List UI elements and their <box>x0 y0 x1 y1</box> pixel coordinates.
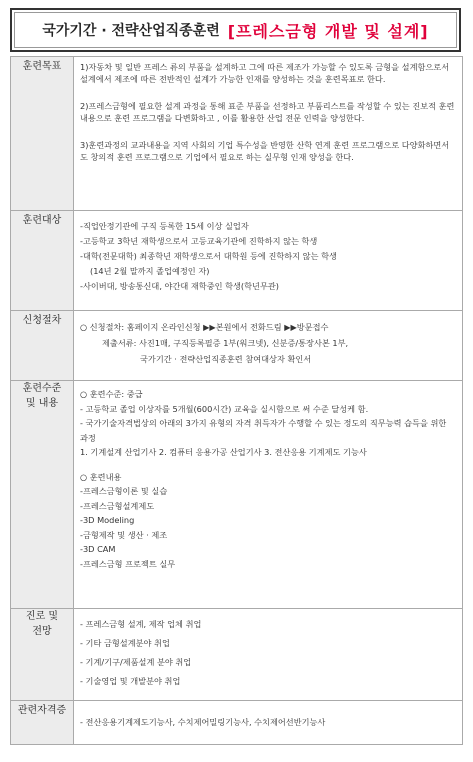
label-training-target: 훈련대상 <box>11 211 74 311</box>
goal-paragraph-1: 1)자동차 및 일반 프레스 류의 부품을 설계하고 그에 따른 제조가 가능할 수 있도록 금형을 설계함으로서 설계에서 제조에 따른 전반적인 설계가 가능한 인재를 양성하는 것을 훈련목표로 한다. <box>80 62 450 85</box>
course-name-title: [프레스금형 개발 및 설계] <box>227 21 429 41</box>
content-item-4: -금형제작 및 생산 · 제조 <box>80 529 168 540</box>
career-line-3: - 기계/기구/제품설계 분야 취업 <box>80 657 192 667</box>
label-career-line-2: 전망 <box>32 626 52 637</box>
certifications-content <box>74 701 463 745</box>
label-application: 신청절차 <box>11 311 74 381</box>
row-training-target <box>11 211 463 311</box>
career-line-2: - 기타 금형설계분야 취업 <box>80 638 170 648</box>
career-line-1: - 프레스금형 설계, 제작 업체 취업 <box>80 619 202 629</box>
certifications-line: - 전산응용기계제도기능사, 수치제어밀링기능사, 수치제어선반기능사 <box>80 717 326 728</box>
training-target-content <box>74 211 463 311</box>
content-item-3: -3D Modeling <box>80 515 135 525</box>
label-level-line-2: 및 내용 <box>25 398 59 409</box>
course-title-banner <box>10 8 461 52</box>
target-line-3: -대학(전문대학) 최종학년 재학생으로서 대학원 등에 진학하지 않는 학생 <box>80 251 337 261</box>
program-type-title: 국가기간 · 전략산업직종훈련 <box>42 23 220 39</box>
label-career <box>11 609 74 701</box>
content-heading: ○ 훈련내용 <box>80 471 122 482</box>
goal-paragraph-3: 3)훈련과정의 교과내용을 지역 사회의 기업 특수성을 반영한 산학 연계 훈련 프로그램으로 다양화하면서도 창의적 훈련 프로그램으로 기업에서 필요로 하는 실무형 인재 양성을 한다. <box>80 139 450 163</box>
course-info-table <box>10 56 463 745</box>
application-content <box>74 311 463 381</box>
level-line-3: 1. 기계설계 산업기사 2. 컴퓨터 응용가공 산업기사 3. 전산응용 기계제도 기능사 <box>80 447 367 457</box>
row-application <box>11 311 463 381</box>
training-goal-content <box>74 57 463 211</box>
row-career <box>11 609 463 701</box>
label-certifications: 관련자격증 <box>11 701 74 745</box>
target-line-2: -고등학교 3학년 재학생으로서 고등교육기관에 진학하지 않는 학생 <box>80 236 318 246</box>
application-procedure: ○ 신청절차: 홈페이지 온라인신청 ▶▶본원에서 전화드림 ▶▶방문접수 <box>80 322 329 332</box>
level-content <box>74 381 463 609</box>
label-career-line-1: 진로 및 <box>25 611 59 622</box>
content-item-2: -프레스금형설계제도 <box>80 500 155 511</box>
label-level-content <box>11 381 74 609</box>
application-confirmation: 국가기간 · 전략산업직종훈련 참여대상자 확인서 <box>140 354 312 364</box>
goal-paragraph-2: 2)프레스금형에 필요한 설계 과정을 통해 표준 부품을 선정하고 부품리스트를 작성할 수 있는 진보적 훈련 내용으로 훈련 프로그램을 다변화하고 , 이를 활용한 산업 전문 인력을 양성한다. <box>80 100 455 124</box>
target-line-1: -직업안정기관에 구직 등록한 15세 이상 실업자 <box>80 221 249 231</box>
level-heading: ○ 훈련수준: 중급 <box>80 389 143 399</box>
content-item-1: -프레스금형이론 및 실습 <box>80 486 168 496</box>
target-line-5: -사이버대, 방송통신대, 야간대 재학중인 학생(학년무관) <box>80 281 279 291</box>
career-line-4: - 기술영업 및 개발분야 취업 <box>80 676 181 686</box>
level-line-2: - 국가기술자격법상의 아래의 3가지 유형의 자격 취득자가 수행할 수 있는 정도의 직무능력 습득을 위한 과정 <box>80 418 447 443</box>
target-line-4: (14년 2월 말까지 졸업예정인 자) <box>90 266 210 276</box>
row-training-goal <box>11 57 463 211</box>
content-item-5: -3D CAM <box>80 544 116 554</box>
career-content <box>74 609 463 701</box>
application-documents: 제출서류: 사진1매, 구직등록필증 1부(워크넷), 신분증/통장사본 1부, <box>102 338 349 348</box>
content-item-6: -프레스금형 프로젝트 실무 <box>80 558 176 569</box>
label-training-goal: 훈련목표 <box>11 57 74 211</box>
level-spacer <box>80 460 456 470</box>
label-level-line-1: 훈련수준 <box>22 383 62 394</box>
row-level-content <box>11 381 463 609</box>
level-line-1: - 고등학교 졸업 이상자를 5개월(600시간) 교육을 실시함으로 써 수준 달성케 함. <box>80 403 369 414</box>
row-certifications <box>11 701 463 745</box>
